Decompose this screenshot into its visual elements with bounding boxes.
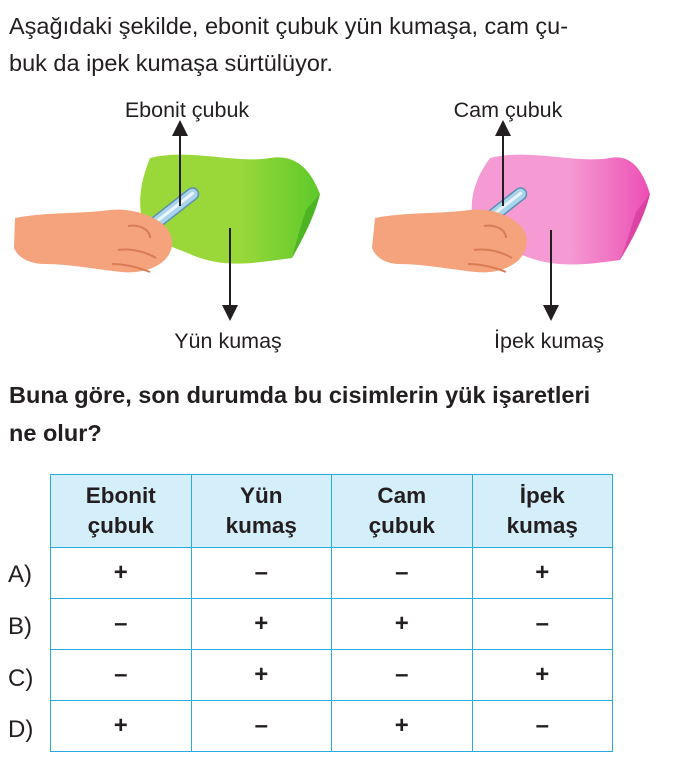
option-d-letter[interactable]: D): [8, 716, 34, 743]
table-cell: –: [472, 599, 613, 650]
question-stem: [9, 376, 684, 452]
table-cell: +: [332, 599, 473, 650]
header-line: İpek: [519, 483, 565, 508]
table-row-option-c[interactable]: [51, 650, 613, 701]
answer-table: [50, 474, 613, 752]
header-line: çubuk: [368, 513, 435, 538]
header-ebonite-rod: [51, 475, 192, 548]
ebonite-rod-label: Ebonit çubuk: [124, 98, 250, 122]
table-cell: +: [191, 599, 332, 650]
table-cell: +: [472, 650, 613, 701]
glass-rod-label: Cam çubuk: [453, 98, 563, 122]
header-line: Yün: [240, 483, 283, 508]
table-row-option-d[interactable]: [51, 701, 613, 752]
question-line-1: Buna göre, son durumda bu cisimlerin yük işaretleri: [9, 382, 591, 408]
rubbing-illustration: [0, 88, 687, 358]
option-a-letter[interactable]: A): [8, 561, 32, 588]
table-cell: –: [191, 548, 332, 599]
table-cell: –: [332, 650, 473, 701]
option-b-letter[interactable]: B): [8, 613, 32, 640]
header-line: kumaş: [225, 513, 297, 538]
wool-cloth-scene: [14, 128, 320, 313]
table-cell: +: [472, 548, 613, 599]
option-c-letter[interactable]: C): [8, 665, 34, 692]
intro-line-2: buk da ipek kumaşa sürtülüyor.: [9, 50, 333, 76]
question-line-2: ne olur?: [9, 420, 102, 446]
right-hand: [372, 210, 527, 273]
left-hand: [14, 210, 172, 273]
table-cell: +: [51, 701, 192, 752]
wool-cloth-label: Yün kumaş: [174, 329, 282, 353]
header-wool-cloth: [191, 475, 332, 548]
header-glass-rod: [332, 475, 473, 548]
table-cell: –: [51, 650, 192, 701]
header-line: çubuk: [87, 513, 154, 538]
question-intro: [9, 8, 681, 82]
table-cell: –: [332, 548, 473, 599]
table-cell: –: [191, 701, 332, 752]
header-silk-cloth: [472, 475, 613, 548]
table-cell: +: [51, 548, 192, 599]
table-row-option-a[interactable]: [51, 548, 613, 599]
table-header-row: [51, 475, 613, 548]
table-cell: +: [332, 701, 473, 752]
table-row-option-b[interactable]: [51, 599, 613, 650]
header-line: kumaş: [506, 513, 578, 538]
table-cell: +: [191, 650, 332, 701]
rubbing-figure: [0, 88, 687, 358]
header-line: Cam: [377, 483, 427, 508]
silk-cloth-scene: [372, 128, 650, 313]
table-cell: –: [51, 599, 192, 650]
header-line: Ebonit: [85, 483, 156, 508]
table-cell: –: [472, 701, 613, 752]
intro-line-1: Aşağıdaki şekilde, ebonit çubuk yün kumaşa, cam çu-: [9, 13, 569, 39]
silk-cloth-label: İpek kumaş: [494, 329, 604, 353]
